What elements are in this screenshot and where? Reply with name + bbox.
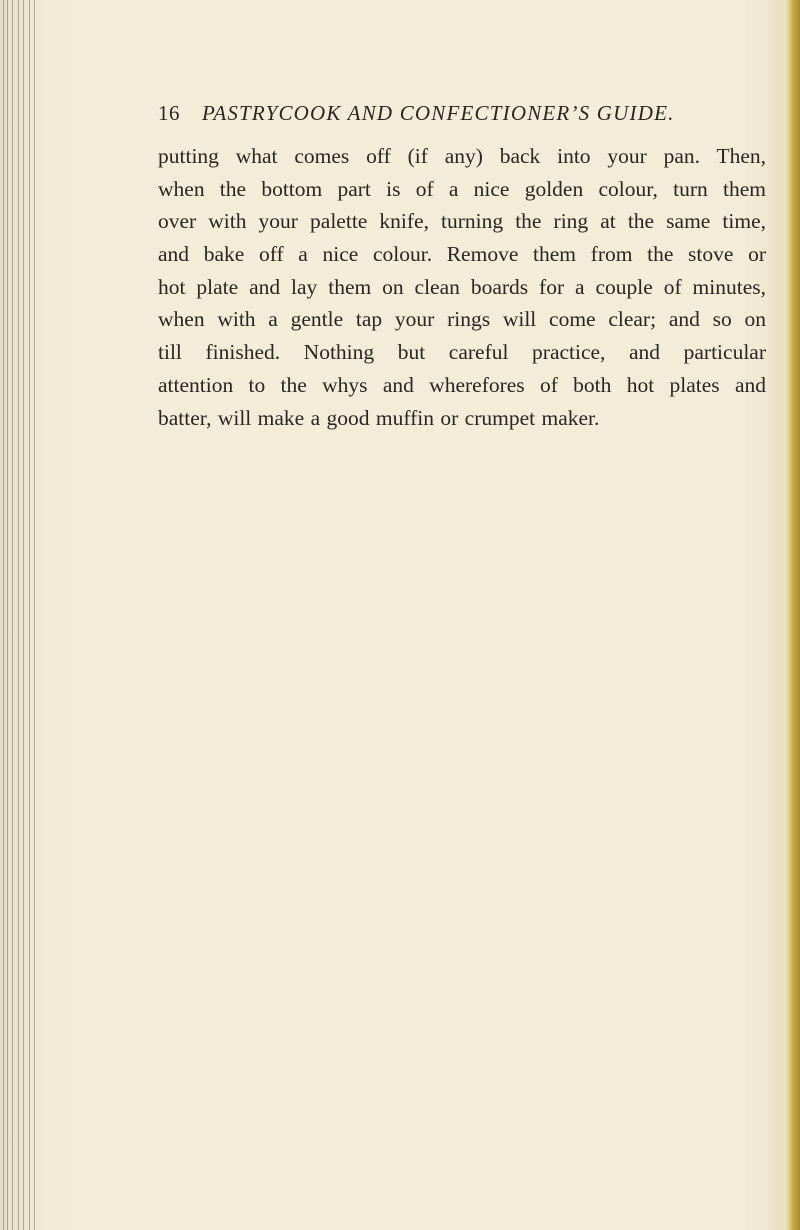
running-title: PASTRYCOOK AND CONFECTIONER’S GUIDE. xyxy=(202,101,675,125)
text-line: till finished. Nothing but careful practice, and particular xyxy=(158,340,766,365)
page-edge-shadow xyxy=(766,0,784,1230)
body-paragraph xyxy=(158,140,766,434)
text-line: attention to the whys and wherefores of both hot plates and xyxy=(158,372,766,397)
text-line: when the bottom part is of a nice golden colour, turn them xyxy=(158,176,766,201)
text-line: putting what comes off (if any) back into your pan. Then, xyxy=(158,144,766,168)
text-line: when with a gentle tap your rings will come clear; and so on xyxy=(158,307,766,332)
page-binding-edge xyxy=(0,0,38,1230)
text-line: batter, will make a good muffin or crumpet maker. xyxy=(158,405,600,430)
text-line: and bake off a nice colour. Remove them from the stove or xyxy=(158,242,766,267)
text-line: over with your palette knife, turning the ring at the same time, xyxy=(158,209,766,234)
page-number: 16 xyxy=(158,101,180,125)
text-line: hot plate and lay them on clean boards for a couple of minutes, xyxy=(158,274,766,299)
running-head xyxy=(158,101,718,131)
gilt-page-edge xyxy=(784,0,800,1230)
